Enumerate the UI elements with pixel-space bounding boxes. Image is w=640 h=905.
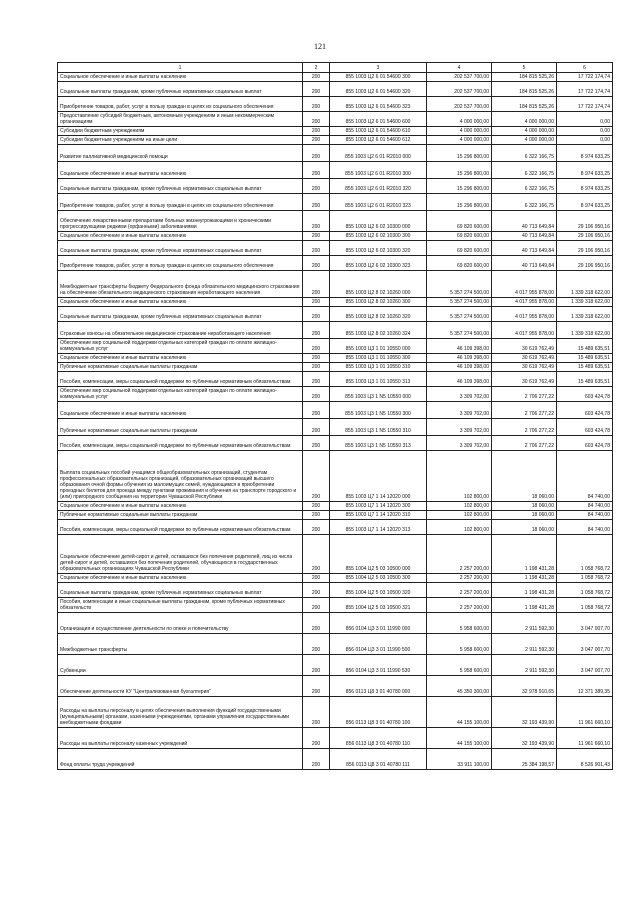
cell-rest: 1 339 318 622,00	[557, 307, 613, 322]
cell-rest: 8 974 633,25	[557, 194, 613, 211]
cell-rest: 84 740,00	[557, 502, 613, 511]
cell-name: Выплата социальных пособий учащимся общеобразовательных организаций, студентам профессиональных образовательных организаций, образовательных организаций высшего образования очной формы обучения из малоимущих семей, нуждающимся в приобретении проездных билетов для проезда между пунктами проживания и обучения на транспорте городского и (или) пригородного сообщения на территории Чувашской Республики	[58, 451, 303, 502]
table-row	[58, 520, 613, 535]
cell-plan: 4 000 000,00	[427, 136, 492, 145]
header-cell: 4	[427, 63, 492, 73]
cell-name: Расходы на выплаты персоналу казенных учреждений	[58, 728, 303, 749]
cell-class: 855 1003 Ц2 8 02 10260 300	[330, 298, 427, 307]
cell-plan: 102 800,00	[427, 520, 492, 535]
cell-class: 855 1003 Ц2 6 01 54600 610	[330, 127, 427, 136]
cell-rest: 17 722 174,74	[557, 82, 613, 97]
cell-rest: 1 339 318 622,00	[557, 271, 613, 298]
cell-plan: 2 257 200,00	[427, 574, 492, 583]
table-row	[58, 339, 613, 354]
cell-name: Субсидии бюджетным учреждениям на иные цели	[58, 136, 303, 145]
cell-code: 200	[303, 354, 330, 363]
cell-name: Субсидии бюджетным учреждениям	[58, 127, 303, 136]
cell-plan: 69 820 600,00	[427, 211, 492, 232]
header-cell: 6	[557, 63, 613, 73]
cell-code: 200	[303, 402, 330, 419]
cell-fact: 18 060,00	[492, 451, 557, 502]
cell-fact: 18 060,00	[492, 502, 557, 511]
cell-code: 200	[303, 256, 330, 271]
cell-rest: 11 961 660,10	[557, 728, 613, 749]
cell-rest: 8 974 633,25	[557, 179, 613, 194]
cell-plan: 202 537 700,00	[427, 73, 492, 82]
cell-rest: 3 047 007,70	[557, 613, 613, 634]
cell-name: Публичные нормативные социальные выплаты гражданам	[58, 511, 303, 520]
cell-plan: 5 357 274 500,00	[427, 322, 492, 339]
cell-code: 200	[303, 655, 330, 676]
header-row	[58, 63, 613, 73]
cell-name: Обеспечение мер социальной поддержки отдельных категорий граждан по оплате жилищно-коммунальных услуг	[58, 339, 303, 354]
cell-fact: 30 619 762,49	[492, 354, 557, 363]
cell-class: 855 1003 Ц2 6 01 54600 300	[330, 73, 427, 82]
table-row	[58, 598, 613, 613]
cell-plan: 69 820 600,00	[427, 232, 492, 241]
cell-rest: 15 489 635,51	[557, 354, 613, 363]
cell-code: 200	[303, 436, 330, 451]
cell-code: 200	[303, 211, 330, 232]
cell-class: 855 1003 Ц3 1 N5 10550 300	[330, 402, 427, 419]
cell-fact: 25 384 198,57	[492, 749, 557, 770]
cell-rest: 84 740,00	[557, 520, 613, 535]
cell-class: 856 0113 Ц8 3 01 40780 000	[330, 676, 427, 697]
cell-name: Социальное обеспечение и иные выплаты населению	[58, 73, 303, 82]
cell-code: 200	[303, 97, 330, 112]
table-row	[58, 419, 613, 436]
cell-name: Обеспечение лекарственными препаратами больных жизнеугрожающими и хроническими прогрессирующими редкими (орфанными) заболеваниями	[58, 211, 303, 232]
table-row	[58, 136, 613, 145]
cell-plan: 46 109 398,00	[427, 339, 492, 354]
cell-class: 855 1003 Ц2 6 01 R2010 320	[330, 179, 427, 194]
cell-name: Социальные выплаты гражданам, кроме публичных нормативных социальных выплат	[58, 583, 303, 598]
table-row	[58, 271, 613, 298]
cell-plan: 3 309 702,00	[427, 419, 492, 436]
header-cell: 2	[303, 63, 330, 73]
cell-code: 200	[303, 136, 330, 145]
cell-class: 856 0113 Ц8 3 01 40780 100	[330, 697, 427, 728]
cell-rest: 8 974 633,25	[557, 145, 613, 162]
cell-rest: 603 424,78	[557, 419, 613, 436]
table-row	[58, 613, 613, 634]
cell-plan: 4 000 000,00	[427, 112, 492, 127]
cell-name: Обеспечение деятельности КУ "Централизованная бухгалтерия"	[58, 676, 303, 697]
cell-rest: 29 106 950,16	[557, 211, 613, 232]
cell-class: 855 1003 Ц2 8 02 10260 000	[330, 271, 427, 298]
cell-fact: 4 017 955 878,00	[492, 322, 557, 339]
cell-fact: 4 000 000,00	[492, 127, 557, 136]
cell-fact: 4 000 000,00	[492, 112, 557, 127]
cell-rest: 0,00	[557, 127, 613, 136]
table-row	[58, 655, 613, 676]
cell-plan: 4 000 000,00	[427, 127, 492, 136]
table-row	[58, 354, 613, 363]
cell-class: 855 1003 Ц3 1 01 10550 313	[330, 372, 427, 387]
cell-name: Расходы на выплаты персоналу в целях обеспечения выполнения функций государственными (муниципальными) органами, казенными учреждениями, органами управления государственными внебюджетными фондами	[58, 697, 303, 728]
table-row	[58, 97, 613, 112]
cell-name: Пособия, компенсации, меры социальной поддержки по публичным нормативным обязательствам	[58, 372, 303, 387]
cell-rest: 12 371 389,35	[557, 676, 613, 697]
cell-name: Страховые взносы на обязательное медицинское страхование неработающего населения	[58, 322, 303, 339]
cell-class: 856 0104 Ц3 3 01 11990 500	[330, 634, 427, 655]
cell-code: 200	[303, 127, 330, 136]
cell-class: 856 0104 Ц3 3 01 11990 000	[330, 613, 427, 634]
cell-plan: 5 958 600,00	[427, 655, 492, 676]
cell-fact: 32 193 439,90	[492, 728, 557, 749]
cell-plan: 5 357 274 500,00	[427, 271, 492, 298]
cell-class: 856 0113 Ц8 3 01 40780 111	[330, 749, 427, 770]
cell-name: Социальные выплаты гражданам, кроме публичных нормативных социальных выплат	[58, 241, 303, 256]
cell-class: 855 1004 Ц2 5 03 10500 320	[330, 583, 427, 598]
cell-fact: 184 815 525,26	[492, 82, 557, 97]
table-row	[58, 749, 613, 770]
cell-name: Пособия, компенсации, меры социальной поддержки по публичным нормативным обязательствам	[58, 436, 303, 451]
cell-name: Приобретение товаров, работ, услуг в пользу граждан в целях их социального обеспечения	[58, 97, 303, 112]
cell-fact: 40 713 649,84	[492, 232, 557, 241]
cell-name: Фонд оплаты труда учреждений	[58, 749, 303, 770]
cell-rest: 84 740,00	[557, 511, 613, 520]
cell-code: 200	[303, 697, 330, 728]
cell-plan: 46 109 398,00	[427, 372, 492, 387]
cell-rest: 17 722 174,74	[557, 73, 613, 82]
cell-code: 200	[303, 241, 330, 256]
cell-class: 855 1004 Ц2 5 03 10500 321	[330, 598, 427, 613]
cell-code: 200	[303, 179, 330, 194]
cell-plan: 44 155 100,00	[427, 728, 492, 749]
cell-rest: 84 740,00	[557, 451, 613, 502]
cell-class: 855 1003 Ц3 1 01 10550 000	[330, 339, 427, 354]
cell-name: Социальное обеспечение и иные выплаты населению	[58, 402, 303, 419]
table-row	[58, 256, 613, 271]
cell-name: Социальные выплаты гражданам, кроме публичных нормативных социальных выплат	[58, 179, 303, 194]
cell-rest: 1 058 768,72	[557, 598, 613, 613]
cell-plan: 3 309 702,00	[427, 402, 492, 419]
cell-code: 200	[303, 387, 330, 402]
cell-name: Социальное обеспечение и иные выплаты населению	[58, 502, 303, 511]
cell-plan: 102 800,00	[427, 451, 492, 502]
cell-plan: 5 958 600,00	[427, 634, 492, 655]
cell-code: 200	[303, 451, 330, 502]
cell-plan: 202 537 700,00	[427, 82, 492, 97]
cell-fact: 4 000 000,00	[492, 136, 557, 145]
cell-code: 200	[303, 598, 330, 613]
cell-fact: 184 815 525,26	[492, 97, 557, 112]
table-row	[58, 179, 613, 194]
cell-rest: 1 058 768,72	[557, 583, 613, 598]
cell-fact: 6 322 166,75	[492, 145, 557, 162]
cell-plan: 46 109 398,00	[427, 354, 492, 363]
cell-class: 855 1003 Ц2 8 02 10260 320	[330, 307, 427, 322]
table-row	[58, 298, 613, 307]
table-row	[58, 634, 613, 655]
cell-code: 200	[303, 502, 330, 511]
cell-plan: 15 296 800,00	[427, 179, 492, 194]
cell-class: 855 1003 Ц2 6 02 10300 300	[330, 232, 427, 241]
table-row	[58, 502, 613, 511]
cell-fact: 1 198 431,28	[492, 598, 557, 613]
cell-rest: 29 106 950,16	[557, 256, 613, 271]
cell-plan: 44 155 100,00	[427, 697, 492, 728]
cell-class: 856 0104 Ц3 3 01 11990 530	[330, 655, 427, 676]
cell-plan: 3 309 702,00	[427, 436, 492, 451]
cell-plan: 102 800,00	[427, 502, 492, 511]
cell-plan: 69 820 600,00	[427, 241, 492, 256]
cell-fact: 18 060,00	[492, 511, 557, 520]
cell-plan: 15 296 800,00	[427, 194, 492, 211]
cell-class: 855 1003 Ц2 6 01 54600 323	[330, 97, 427, 112]
cell-name: Социальное обеспечение и иные выплаты населению	[58, 354, 303, 363]
table-row	[58, 728, 613, 749]
cell-class: 855 1004 Ц2 5 03 10500 300	[330, 574, 427, 583]
cell-plan: 5 357 274 500,00	[427, 307, 492, 322]
cell-rest: 29 106 950,16	[557, 241, 613, 256]
cell-plan: 69 820 600,00	[427, 256, 492, 271]
cell-code: 200	[303, 322, 330, 339]
cell-fact: 40 713 649,84	[492, 256, 557, 271]
cell-fact: 4 017 955 878,00	[492, 298, 557, 307]
cell-fact: 2 911 592,30	[492, 634, 557, 655]
cell-code: 200	[303, 271, 330, 298]
table-row	[58, 241, 613, 256]
cell-class: 855 1003 Ц3 1 01 10550 300	[330, 354, 427, 363]
table-row	[58, 436, 613, 451]
cell-code: 200	[303, 676, 330, 697]
cell-class: 855 1003 Ц7 1 14 12020 310	[330, 511, 427, 520]
cell-code: 200	[303, 574, 330, 583]
cell-rest: 29 106 950,16	[557, 232, 613, 241]
table-row	[58, 697, 613, 728]
cell-name: Социальные выплаты гражданам, кроме публичных нормативных социальных выплат	[58, 307, 303, 322]
cell-rest: 1 339 318 622,00	[557, 298, 613, 307]
cell-code: 200	[303, 511, 330, 520]
cell-name: Социальное обеспечение детей-сирот и детей, оставшихся без попечения родителей, лиц из числа детей-сирот и детей, оставшихся без попечения родителей, обучающихся в государственных образовательных организациях Чувашской Республики	[58, 535, 303, 574]
table-row	[58, 676, 613, 697]
cell-rest: 3 047 007,70	[557, 634, 613, 655]
cell-plan: 15 296 800,00	[427, 145, 492, 162]
cell-code: 200	[303, 634, 330, 655]
header-cell: 3	[330, 63, 427, 73]
cell-fact: 40 713 649,84	[492, 241, 557, 256]
cell-name: Приобретение товаров, работ, услуг в пользу граждан в целях их социального обеспечения	[58, 194, 303, 211]
table-row	[58, 363, 613, 372]
cell-fact: 30 619 762,49	[492, 372, 557, 387]
cell-fact: 2 706 277,22	[492, 436, 557, 451]
cell-code: 200	[303, 363, 330, 372]
cell-class: 855 1003 Ц2 6 02 10300 320	[330, 241, 427, 256]
cell-class: 855 1003 Ц3 1 N5 10550 000	[330, 387, 427, 402]
cell-code: 200	[303, 520, 330, 535]
cell-name: Межбюджетные трансферты бюджету Федерального фонда обязательного медицинского страхования на обеспечение обязательного медицинского страхования неработающего населения	[58, 271, 303, 298]
cell-plan: 102 800,00	[427, 511, 492, 520]
cell-name: Социальное обеспечение и иные выплаты населению	[58, 162, 303, 179]
cell-rest: 603 424,78	[557, 436, 613, 451]
cell-rest: 1 058 768,72	[557, 574, 613, 583]
cell-rest: 603 424,78	[557, 402, 613, 419]
cell-fact: 1 198 431,28	[492, 583, 557, 598]
cell-class: 855 1003 Ц7 1 14 12020 313	[330, 520, 427, 535]
table-row	[58, 387, 613, 402]
cell-class: 856 0113 Ц8 3 01 40780 110	[330, 728, 427, 749]
cell-name: Социальное обеспечение и иные выплаты населению	[58, 574, 303, 583]
cell-fact: 18 060,00	[492, 520, 557, 535]
cell-fact: 4 017 955 878,00	[492, 271, 557, 298]
cell-rest: 1 339 318 622,00	[557, 322, 613, 339]
cell-class: 855 1003 Ц2 6 01 54600 320	[330, 82, 427, 97]
cell-fact: 32 193 439,90	[492, 697, 557, 728]
cell-class: 855 1003 Ц3 1 N5 10550 310	[330, 419, 427, 436]
cell-rest: 11 961 660,10	[557, 697, 613, 728]
cell-name: Публичные нормативные социальные выплаты гражданам	[58, 419, 303, 436]
cell-code: 200	[303, 82, 330, 97]
table-row	[58, 535, 613, 574]
cell-code: 200	[303, 583, 330, 598]
cell-fact: 30 619 762,49	[492, 363, 557, 372]
cell-name: Обеспечение мер социальной поддержки отдельных категорий граждан по оплате жилищно-коммунальных услуг	[58, 387, 303, 402]
cell-plan: 3 309 702,00	[427, 387, 492, 402]
cell-rest: 0,00	[557, 136, 613, 145]
cell-fact: 2 706 277,22	[492, 387, 557, 402]
table-row	[58, 574, 613, 583]
cell-fact: 2 911 592,30	[492, 655, 557, 676]
cell-plan: 2 257 200,00	[427, 535, 492, 574]
cell-code: 200	[303, 145, 330, 162]
cell-class: 855 1003 Ц2 8 02 10260 324	[330, 322, 427, 339]
cell-plan: 46 109 398,00	[427, 363, 492, 372]
table-row	[58, 194, 613, 211]
cell-name: Организация и осуществление деятельности по опеке и попечительству	[58, 613, 303, 634]
cell-code: 200	[303, 232, 330, 241]
cell-code: 200	[303, 372, 330, 387]
cell-rest: 15 489 635,51	[557, 339, 613, 354]
cell-class: 855 1003 Ц2 6 01 R2010 300	[330, 162, 427, 179]
table-row	[58, 211, 613, 232]
header-cell: 1	[58, 63, 303, 73]
cell-fact: 40 713 649,84	[492, 211, 557, 232]
cell-rest: 603 424,78	[557, 387, 613, 402]
cell-fact: 1 198 431,28	[492, 535, 557, 574]
cell-fact: 6 322 166,75	[492, 162, 557, 179]
cell-name: Социальное обеспечение и иные выплаты населению	[58, 298, 303, 307]
cell-code: 200	[303, 112, 330, 127]
cell-plan: 2 257 200,00	[427, 598, 492, 613]
cell-name: Развитие паллиативной медицинской помощи	[58, 145, 303, 162]
cell-class: 855 1003 Ц2 6 01 R2010 323	[330, 194, 427, 211]
cell-name: Пособия, компенсации, меры социальной поддержки по публичным нормативным обязательствам	[58, 520, 303, 535]
cell-fact: 2 706 277,22	[492, 402, 557, 419]
table-row	[58, 127, 613, 136]
table-row	[58, 73, 613, 82]
table-row	[58, 583, 613, 598]
cell-plan: 33 911 100,00	[427, 749, 492, 770]
table-row	[58, 112, 613, 127]
table-row	[58, 451, 613, 502]
cell-code: 200	[303, 162, 330, 179]
cell-code: 200	[303, 749, 330, 770]
cell-class: 855 1003 Ц2 6 02 10300 000	[330, 211, 427, 232]
cell-code: 200	[303, 194, 330, 211]
cell-fact: 2 911 592,30	[492, 613, 557, 634]
table-row	[58, 145, 613, 162]
budget-table	[57, 62, 613, 770]
cell-rest: 15 489 635,51	[557, 372, 613, 387]
cell-name: Межбюджетные трансферты	[58, 634, 303, 655]
cell-code: 200	[303, 339, 330, 354]
table-row	[58, 322, 613, 339]
table-row	[58, 511, 613, 520]
cell-fact: 32 978 910,65	[492, 676, 557, 697]
cell-name: Приобретение товаров, работ, услуг в пользу граждан в целях их социального обеспечения	[58, 256, 303, 271]
cell-rest: 3 047 007,70	[557, 655, 613, 676]
cell-name: Публичные нормативные социальные выплаты гражданам	[58, 363, 303, 372]
cell-name: Социальные выплаты гражданам, кроме публичных нормативных социальных выплат	[58, 82, 303, 97]
cell-fact: 6 322 166,75	[492, 194, 557, 211]
cell-class: 855 1004 Ц2 5 03 10500 000	[330, 535, 427, 574]
cell-rest: 1 058 768,72	[557, 535, 613, 574]
cell-class: 855 1003 Ц7 1 14 12020 000	[330, 451, 427, 502]
cell-plan: 2 257 200,00	[427, 583, 492, 598]
cell-rest: 0,00	[557, 112, 613, 127]
cell-code: 200	[303, 728, 330, 749]
cell-fact: 6 322 166,75	[492, 179, 557, 194]
cell-class: 855 1003 Ц2 6 02 10300 323	[330, 256, 427, 271]
table-row	[58, 307, 613, 322]
cell-fact: 1 198 431,28	[492, 574, 557, 583]
cell-plan: 5 958 600,00	[427, 613, 492, 634]
cell-code: 200	[303, 73, 330, 82]
cell-name: Субвенции	[58, 655, 303, 676]
cell-name: Социальное обеспечение и иные выплаты населению	[58, 232, 303, 241]
cell-code: 200	[303, 535, 330, 574]
cell-class: 855 1003 Ц2 6 01 54600 600	[330, 112, 427, 127]
cell-plan: 5 357 274 500,00	[427, 298, 492, 307]
header-cell: 5	[492, 63, 557, 73]
cell-rest: 8 974 633,25	[557, 162, 613, 179]
cell-plan: 202 537 700,00	[427, 97, 492, 112]
cell-code: 200	[303, 298, 330, 307]
cell-rest: 15 489 635,51	[557, 363, 613, 372]
cell-class: 855 1003 Ц7 1 14 12020 300	[330, 502, 427, 511]
cell-class: 855 1003 Ц3 1 01 10550 310	[330, 363, 427, 372]
cell-code: 200	[303, 307, 330, 322]
cell-code: 200	[303, 419, 330, 436]
cell-class: 855 1003 Ц3 1 N5 10550 313	[330, 436, 427, 451]
table-row	[58, 232, 613, 241]
cell-name: Предоставление субсидий бюджетным, автономным учреждениям и иным некоммерческим организациям	[58, 112, 303, 127]
cell-code: 200	[303, 613, 330, 634]
cell-rest: 8 526 901,43	[557, 749, 613, 770]
cell-name: Пособия, компенсации и иные социальные выплаты гражданам, кроме публичных нормативных обязательств	[58, 598, 303, 613]
cell-fact: 184 815 525,26	[492, 73, 557, 82]
page-number: 121	[314, 42, 326, 51]
cell-plan: 45 350 300,00	[427, 676, 492, 697]
table-row	[58, 82, 613, 97]
cell-class: 855 1003 Ц2 6 01 54600 612	[330, 136, 427, 145]
cell-fact: 30 619 762,49	[492, 339, 557, 354]
table-row	[58, 162, 613, 179]
cell-class: 855 1003 Ц2 6 01 R2010 000	[330, 145, 427, 162]
cell-plan: 15 296 800,00	[427, 162, 492, 179]
table-row	[58, 402, 613, 419]
cell-fact: 2 706 277,22	[492, 419, 557, 436]
table-row	[58, 372, 613, 387]
cell-rest: 17 722 174,74	[557, 97, 613, 112]
cell-fact: 4 017 955 878,00	[492, 307, 557, 322]
